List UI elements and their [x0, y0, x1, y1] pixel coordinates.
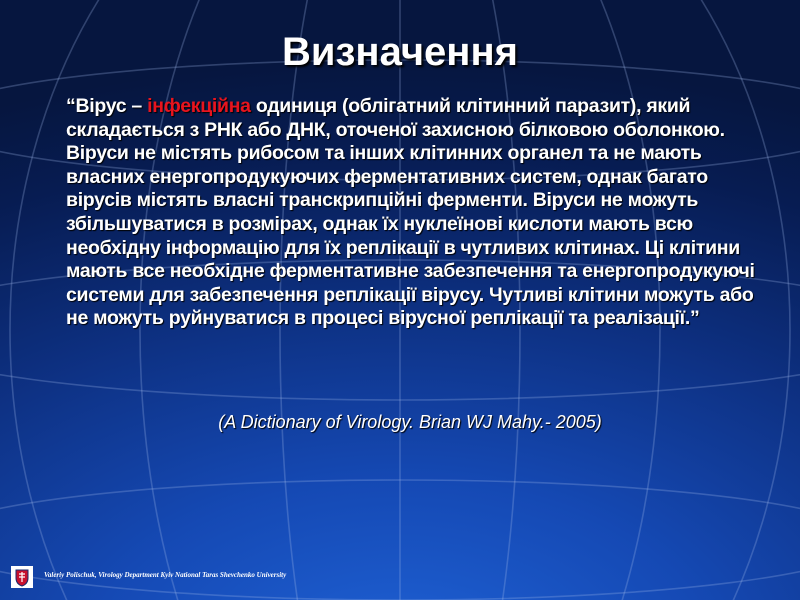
- source-citation: (A Dictionary of Virology. Brian WJ Mahy.- 2005): [218, 412, 602, 432]
- slide-title: Визначення: [282, 30, 518, 74]
- footer-credit: Valeriy Polischuk, Virology Department Kyiv National Taras Shevchenko University: [44, 571, 287, 579]
- university-crest-icon: [11, 566, 33, 588]
- quote-prefix: “Вірус –: [66, 95, 148, 117]
- quote-highlight: інфекційна: [147, 95, 251, 117]
- quote-body: одиниця (облігатний клітинний паразит), який складається з РНК або ДНК, оточеної захисною білковою оболонкою. Віруси не містять рибосом та інших клітинних органел та не мають власних енергопродукуючих ферментативних систем, однак багато вірусів містять власні транскрипційні ферменти. Віруси не можуть збільшуватися в розмірах, однак їх нуклеїнові кислоти мають всю необхідну інформацію для їх реплікації в чутливих клітинах. Ці клітини мають все необхідне ферментативне забезпечення та енергопродукуючі системи для забезпечення реплікації вірусу. Чутливі клітини можуть або не можуть руйнуватися в процесі вірусної реплікації та реалізації.”: [66, 95, 755, 330]
- definition-quote: [66, 95, 776, 331]
